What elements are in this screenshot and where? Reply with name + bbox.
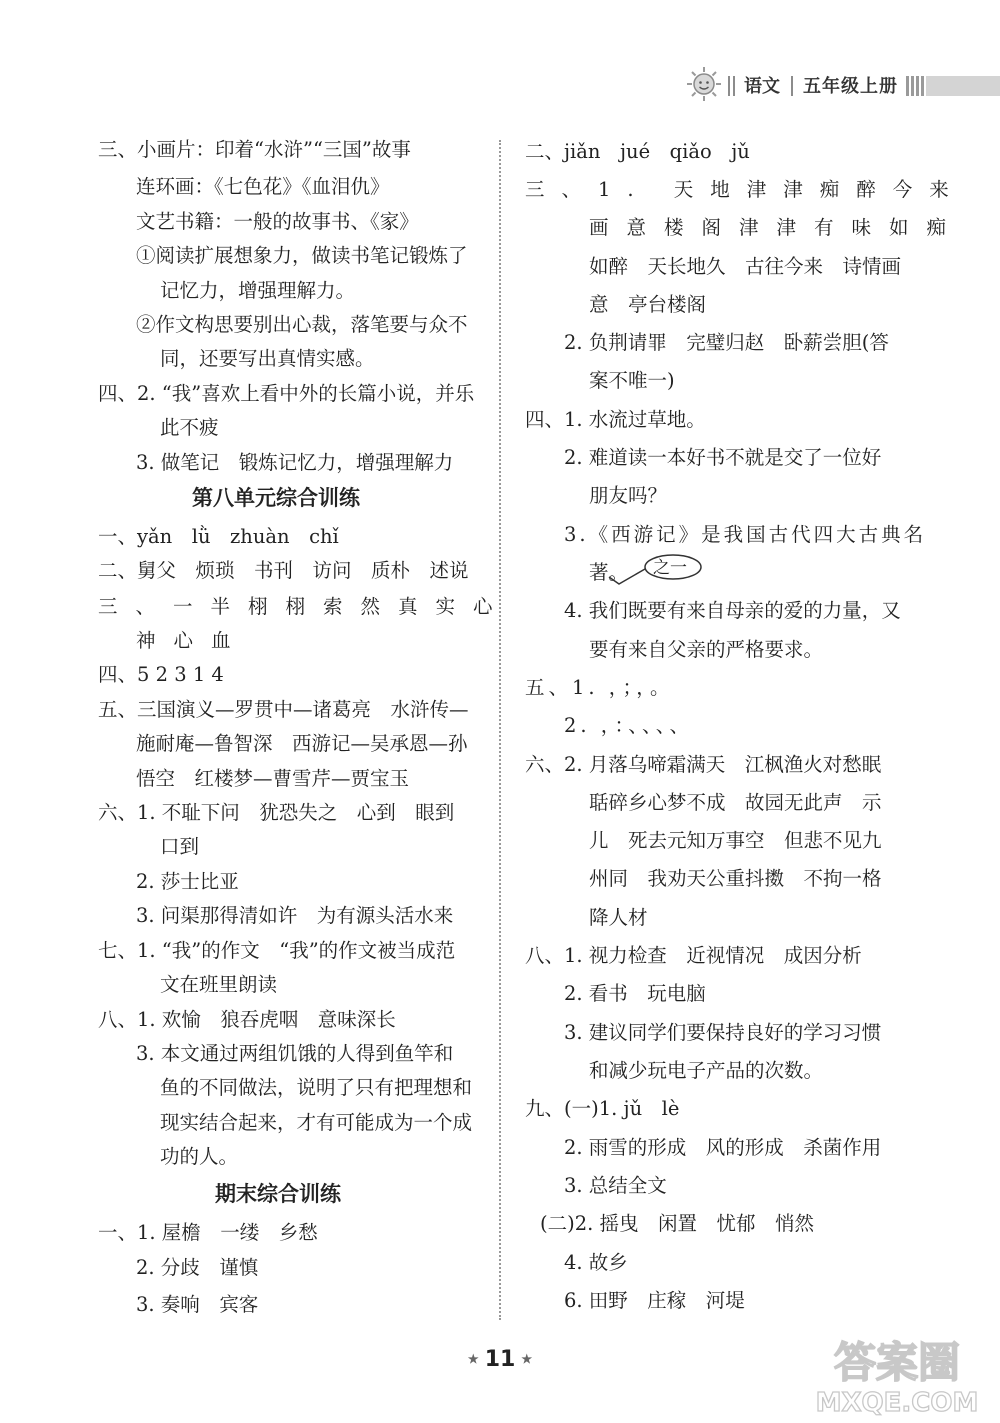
answer-line: 2. 看书 玩电脑 (564, 982, 706, 1005)
answer-line: 6. 田野 庄稼 河堤 (564, 1289, 745, 1312)
answer-line: 鱼的不同做法，说明了只有把理想和 (160, 1076, 473, 1099)
inserted-text: 之一 (653, 558, 687, 578)
answer-line: 神心血 (136, 629, 249, 652)
answer-line: 三、小画片：印着“水浒”“三国”故事 (98, 138, 411, 161)
answer-line: 功的人。 (160, 1145, 239, 1168)
answer-line: 八、1. 欢愉 狼吞虎咽 意味深长 (98, 1008, 396, 1031)
answer-line: 3. 问渠那得清如许 为有源头活水来 (136, 904, 454, 927)
answer-line: 四、1. 水流过草地。 (525, 408, 706, 431)
header-stripes (906, 76, 924, 96)
answer-line: 九、(一)1. jǔ lè (525, 1097, 680, 1120)
watermark-top-text: 答案圈 (833, 1338, 961, 1387)
answer-line: 要有来自父亲的严格要求。 (589, 638, 824, 661)
answer-line: 2. 负荆请罪 完璧归赵 卧薪尝胆(答 (564, 331, 889, 354)
answer-line: 意 亭台楼阁 (589, 293, 707, 316)
answer-line: 和减少玩电子产品的次数。 (589, 1059, 824, 1082)
answer-line: 悟空 红楼梦—曹雪芹—贾宝玉 (136, 767, 410, 790)
answer-line: 文艺书籍：一般的故事书、《家》 (136, 210, 419, 233)
answer-line: 3.《西游记》是我国古代四大古典名 (564, 523, 927, 546)
answer-line: 四、2. “我”喜欢上看中外的长篇小说，并乐 (98, 382, 475, 405)
answer-line: 儿 死去元知万事空 但悲不见九 (589, 829, 882, 852)
answer-line: 2. 莎士比亚 (136, 870, 239, 893)
answer-line: (二)2. 摇曳 闲置 忧郁 悄然 (540, 1212, 815, 1235)
answer-line: 一、1. 屋檐 一缕 乡愁 (98, 1221, 318, 1244)
answer-line: 2. 分歧 谨慎 (136, 1256, 259, 1279)
section-heading-final: 期末综合训练 (215, 1181, 341, 1206)
answer-line: 施耐庵—鲁智深 西游记—吴承恩—孙 (136, 732, 468, 755)
answer-line: 画意楼阁津津有味如痴 (589, 216, 965, 239)
star-icon: ★ (467, 1352, 479, 1366)
answer-line: 七、1. “我”的作文 “我”的作文被当成范 (98, 939, 456, 962)
answer-line: 降人材 (589, 906, 648, 929)
answer-line: 一、yǎn lǜ zhuàn chǐ (98, 525, 339, 548)
answer-line: 2. ，：、、、、 (564, 714, 694, 737)
answer-line: 文在班里朗读 (160, 973, 278, 996)
subject-label: 语文 (744, 76, 780, 97)
answer-line: 连环画：《七色花》《血泪仇》 (136, 175, 390, 198)
answer-line: 同，还要写出真情实感。 (160, 347, 375, 370)
answer-line: 如醉 天长地久 古往今来 诗情画 (589, 255, 902, 278)
answer-line: ①阅读扩展想象力，做读书笔记锻炼了 (136, 244, 468, 267)
answer-line: 州同 我劝天公重抖擞 不拘一格 (589, 867, 882, 890)
answer-line: 著。 (589, 561, 629, 584)
answer-line: ②作文构思要别出心裁，落笔要与众不 (136, 313, 468, 336)
answer-line: 3. 总结全文 (564, 1174, 667, 1197)
answer-line: 4. 故乡 (564, 1251, 628, 1274)
star-icon: ★ (521, 1352, 533, 1366)
header-separator (791, 76, 793, 96)
answer-line: 记忆力，增强理解力。 (160, 279, 356, 302)
answer-line: 六、2. 月落乌啼霜满天 江枫渔火对愁眠 (525, 753, 882, 776)
answer-line: 二、jiǎn jué qiǎo jǔ (525, 140, 750, 163)
page-number: 11 (484, 1347, 516, 1372)
answer-line: 二、舅父 烦琐 书刊 访问 质朴 述说 (98, 559, 469, 582)
answer-line: 案不唯一) (589, 369, 675, 392)
header-band (926, 76, 1000, 96)
answer-line: 2. 难道读一本好书不就是交了一位好 (564, 446, 882, 469)
watermark-bottom-text: MXQE.COM (815, 1388, 979, 1418)
answer-line: 三、一半栩栩索然真实心 (98, 595, 511, 618)
answer-line: 聒碎乡心梦不成 故园无此声 示 (589, 791, 882, 814)
answer-line: 2. 雨雪的形成 风的形成 杀菌作用 (564, 1136, 882, 1159)
sun-mascot-icon (686, 66, 722, 102)
watermark-logo (812, 1333, 982, 1418)
answer-line: 朋友吗？ (589, 484, 668, 507)
answer-line: 五、1. ，；，。 (525, 676, 674, 699)
answer-line: 现实结合起来，才有可能成为一个成 (160, 1111, 473, 1134)
answer-line: 3. 奏响 宾客 (136, 1293, 259, 1316)
answer-line: 此不疲 (160, 416, 219, 439)
column-divider (499, 140, 501, 1320)
answer-line: 五、三国演义—罗贯中—诸葛亮 水浒传— (98, 698, 469, 721)
answer-line: 3. 本文通过两组饥饿的人得到鱼竿和 (136, 1042, 454, 1065)
grade-label: 五年级上册 (803, 76, 898, 97)
page-header (686, 66, 1000, 102)
answer-line: 3. 建议同学们要保持良好的学习习惯 (564, 1021, 882, 1044)
answer-line: 八、1. 视力检查 近视情况 成因分析 (525, 944, 862, 967)
answer-line: 4. 我们既要有来自母亲的爱的力量，又 (564, 599, 901, 622)
answer-line: 三、1. 天地津津痴醉今来 (525, 178, 966, 201)
answer-line: 四、5 2 3 1 4 (98, 663, 224, 686)
section-heading-unit8: 第八单元综合训练 (192, 485, 360, 510)
answer-line: 六、1. 不耻下问 犹恐失之 心到 眼到 (98, 801, 455, 824)
answer-line: 3. 做笔记 锻炼记忆力，增强理解力 (136, 451, 454, 474)
header-bars (728, 76, 736, 96)
answer-line: 口到 (160, 835, 200, 858)
